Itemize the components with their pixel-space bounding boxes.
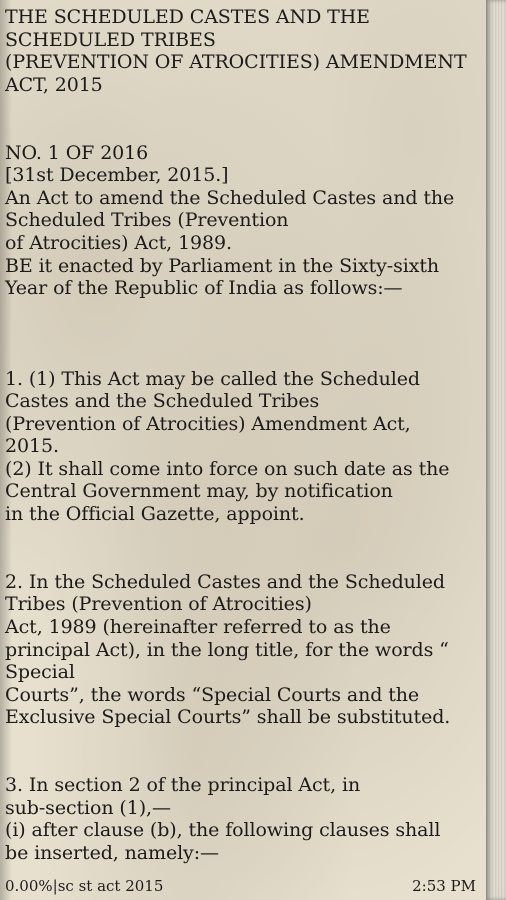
book-text <box>5 6 481 865</box>
text-line: Central Government may, by notification <box>5 480 393 503</box>
text-line: Year of the Republic of India as follows:— <box>5 277 403 300</box>
page-curl-edge[interactable] <box>486 0 506 900</box>
text-line: 2015. <box>5 435 59 458</box>
text-line: Courts”, the words “Special Courts and the <box>5 683 420 706</box>
text-line: THE SCHEDULED CASTES AND THE <box>5 6 370 28</box>
clock-time: 2:53 PM <box>412 877 476 895</box>
status-left <box>5 877 163 895</box>
text-line: 2. In the Scheduled Castes and the Scheduled <box>5 570 445 593</box>
text-line: Scheduled Tribes (Prevention <box>5 209 289 232</box>
text-line <box>5 119 481 142</box>
text-line: (i) after clause (b), the following clauses shall <box>5 819 441 842</box>
text-line: principal Act), in the long title, for the words “ <box>5 638 449 661</box>
reader-status-bar <box>0 873 486 900</box>
status-separator: | <box>52 877 58 895</box>
text-line: in the Official Gazette, appoint. <box>5 503 305 526</box>
text-line: NO. 1 OF 2016 <box>5 141 149 164</box>
text-line: sub-section (1),— <box>5 796 171 819</box>
text-line <box>5 729 481 752</box>
text-line <box>5 96 481 119</box>
text-line: Special <box>5 661 75 684</box>
text-line: ACT, 2015 <box>5 73 103 96</box>
text-line: be inserted, namely:— <box>5 841 219 864</box>
text-line: 3. In section 2 of the principal Act, in <box>5 774 361 797</box>
text-line <box>5 300 481 323</box>
text-line: (PREVENTION OF ATROCITIES) AMENDMENT <box>5 51 467 74</box>
text-line: Act, 1989 (hereinafter referred to as the <box>5 616 391 639</box>
text-line: (Prevention of Atrocities) Amendment Act, <box>5 412 411 435</box>
text-line <box>5 526 481 549</box>
text-line <box>5 548 481 571</box>
text-line: BE it enacted by Parliament in the Sixty-sixth <box>5 254 440 277</box>
text-line: Tribes (Prevention of Atrocities) <box>5 593 312 616</box>
text-line <box>5 752 481 775</box>
reading-progress: 0.00% <box>5 877 53 895</box>
text-line: (2) It shall come into force on such date as the <box>5 457 450 480</box>
text-line: 1. (1) This Act may be called the Scheduled <box>5 367 420 390</box>
text-line: Castes and the Scheduled Tribes <box>5 390 320 413</box>
text-line: An Act to amend the Scheduled Castes and the <box>5 186 455 209</box>
text-line: Exclusive Special Courts” shall be substituted. <box>5 706 451 729</box>
text-line: SCHEDULED TRIBES <box>5 28 216 51</box>
text-line <box>5 322 481 345</box>
text-line: [31st December, 2015.] <box>5 164 229 187</box>
text-line: of Atrocities) Act, 1989. <box>5 231 232 254</box>
book-title: sc st act 2015 <box>57 877 164 895</box>
text-line <box>5 345 481 368</box>
